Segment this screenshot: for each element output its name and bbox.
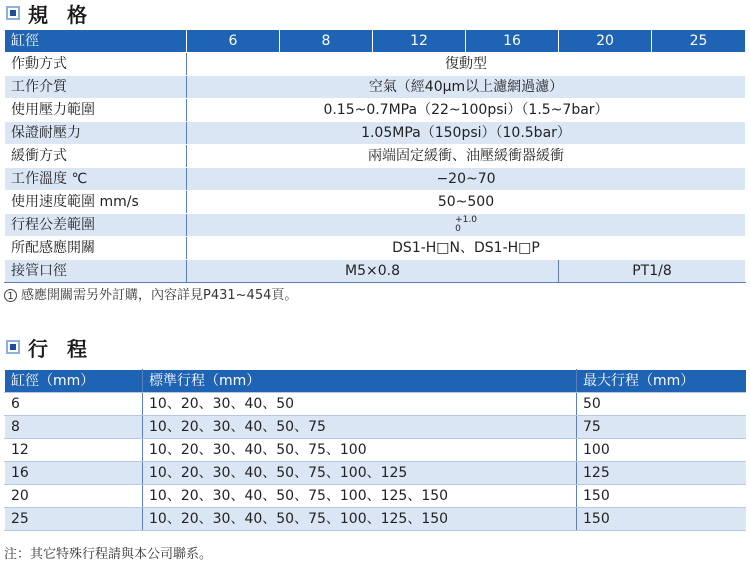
table-row xyxy=(5,508,746,531)
tolerance-upper: +1.0 xyxy=(455,215,477,225)
spec-value: 50~500 xyxy=(187,191,746,214)
bore-size-cell: 16 xyxy=(466,30,559,53)
max-stroke-cell: 75 xyxy=(577,416,746,439)
spec-row xyxy=(5,145,746,168)
bore-header: 缸徑 xyxy=(5,30,187,53)
spec-value: −20~70 xyxy=(187,168,746,191)
bore-cell: 20 xyxy=(5,485,143,508)
stroke-tolerance-value xyxy=(187,214,746,237)
table-row xyxy=(5,462,746,485)
bore-size-cell: 8 xyxy=(280,30,373,53)
spec-row xyxy=(5,53,746,76)
spec-label: 緩衝方式 xyxy=(5,145,187,168)
table-row xyxy=(5,393,746,416)
standard-stroke-cell: 10、20、30、40、50、75、100、125、150 xyxy=(143,508,577,531)
spec-label: 所配感應開關 xyxy=(5,237,187,260)
spec-value: 兩端固定緩衝、油壓緩衝器緩衝 xyxy=(187,145,746,168)
column-header: 標準行程（mm） xyxy=(143,370,577,393)
spec-value: 1.05MPa（150psi）（10.5bar） xyxy=(187,122,746,145)
standard-stroke-cell: 10、20、30、40、50、75 xyxy=(143,416,577,439)
spec-label: 使用速度範圍 mm/s xyxy=(5,191,187,214)
stroke-header-row xyxy=(5,370,746,393)
stroke-section-title xyxy=(6,335,93,359)
stroke-table xyxy=(4,369,746,531)
table-row xyxy=(5,416,746,439)
spec-table xyxy=(4,29,746,283)
spec-note xyxy=(4,284,297,303)
spec-row xyxy=(5,76,746,99)
standard-stroke-cell: 10、20、30、40、50、75、100 xyxy=(143,439,577,462)
spec-label: 作動方式 xyxy=(5,53,187,76)
spec-note-text: 感應開關需另外訂購，內容詳見P431~454頁。 xyxy=(21,288,298,303)
tolerance-lower: 0 xyxy=(455,224,461,234)
stroke-note: 注：其它特殊行程請與本公司聯系。 xyxy=(4,547,213,562)
spec-row xyxy=(5,214,746,237)
standard-stroke-cell: 10、20、30、40、50 xyxy=(143,393,577,416)
bore-cell: 12 xyxy=(5,439,143,462)
spec-row xyxy=(5,237,746,260)
max-stroke-cell: 100 xyxy=(577,439,746,462)
bore-size-cell: 25 xyxy=(652,30,746,53)
square-bullet-icon xyxy=(6,340,20,354)
port-size-large: PT1/8 xyxy=(559,260,746,283)
bore-size-cell: 20 xyxy=(559,30,652,53)
spec-title-text: 規 格 xyxy=(28,2,93,27)
port-size-small: M5×0.8 xyxy=(187,260,559,283)
spec-value: 0.15~0.7MPa（22~100psi）（1.5~7bar） xyxy=(187,99,746,122)
bore-cell: 6 xyxy=(5,393,143,416)
spec-row xyxy=(5,191,746,214)
spec-label: 行程公差範圍 xyxy=(5,214,187,237)
max-stroke-cell: 150 xyxy=(577,508,746,531)
spec-value: 復動型 xyxy=(187,53,746,76)
circled-number-icon: 1 xyxy=(4,289,17,302)
standard-stroke-cell: 10、20、30、40、50、75、100、125 xyxy=(143,462,577,485)
spec-value: DS1-H□N、DS1-H□P xyxy=(187,237,746,260)
bore-cell: 16 xyxy=(5,462,143,485)
square-bullet-icon xyxy=(6,6,20,20)
bore-cell: 8 xyxy=(5,416,143,439)
tolerance-stack xyxy=(455,216,477,234)
max-stroke-cell: 50 xyxy=(577,393,746,416)
max-stroke-cell: 150 xyxy=(577,485,746,508)
spec-row xyxy=(5,99,746,122)
spec-section-title xyxy=(6,1,93,25)
spec-value: 空氣（經40μm以上濾網過濾） xyxy=(187,76,746,99)
spec-row xyxy=(5,122,746,145)
spec-label: 保證耐壓力 xyxy=(5,122,187,145)
bore-size-cell: 6 xyxy=(187,30,280,53)
column-header: 缸徑（mm） xyxy=(5,370,143,393)
spec-label: 工作溫度 ℃ xyxy=(5,168,187,191)
table-row xyxy=(5,439,746,462)
spec-header-row xyxy=(5,30,746,53)
column-header: 最大行程（mm） xyxy=(577,370,746,393)
bore-size-cell: 12 xyxy=(373,30,466,53)
table-row xyxy=(5,485,746,508)
spec-row xyxy=(5,260,746,283)
standard-stroke-cell: 10、20、30、40、50、75、100、125、150 xyxy=(143,485,577,508)
spec-label: 工作介質 xyxy=(5,76,187,99)
spec-label: 使用壓力範圍 xyxy=(5,99,187,122)
stroke-title-text: 行 程 xyxy=(28,336,93,361)
bore-cell: 25 xyxy=(5,508,143,531)
max-stroke-cell: 125 xyxy=(577,462,746,485)
spec-label: 接管口徑 xyxy=(5,260,187,283)
spec-row xyxy=(5,168,746,191)
